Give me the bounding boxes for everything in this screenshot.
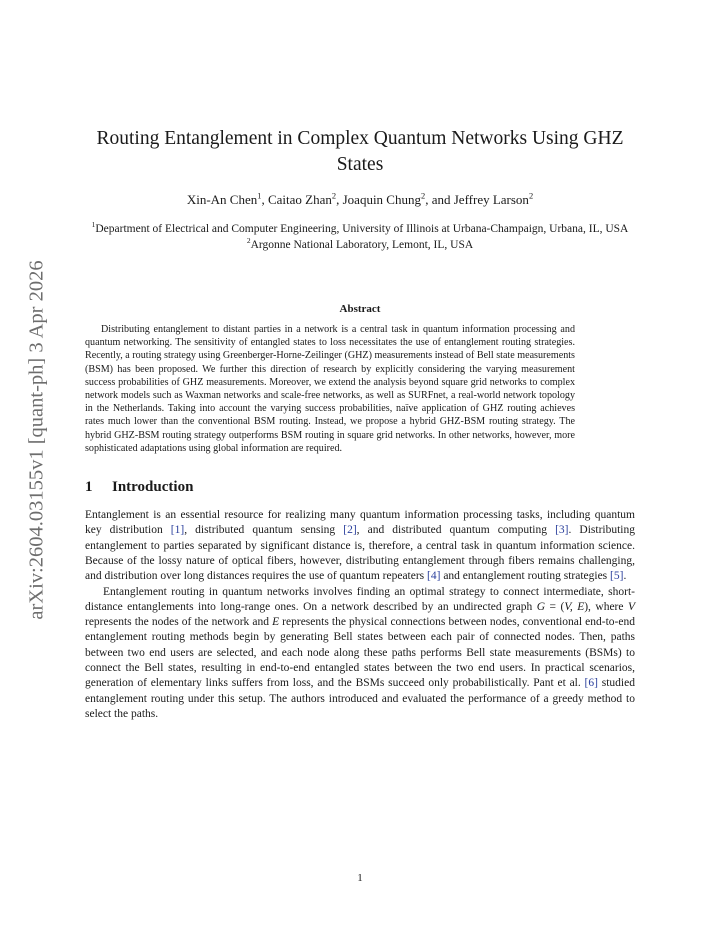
citation-link[interactable]: [2] (343, 524, 357, 537)
affiliation-text: Argonne National Laboratory, Lemont, IL, USA (250, 238, 474, 251)
citation-link[interactable]: [1] (170, 524, 185, 537)
paragraph-text: . (623, 570, 627, 583)
paragraph-text: = ( (545, 600, 565, 613)
author-affiliation-mark: 1 (257, 190, 262, 201)
citation-link[interactable]: [4] (427, 570, 441, 583)
paragraph-text: , and distributed quantum computing (356, 524, 556, 537)
intro-paragraph-1 (85, 508, 635, 584)
arxiv-identifier: arXiv:2604.03155v1 [quant-ph] 3 Apr 2026 (25, 260, 48, 620)
paragraph-text: studied entanglement routing under this setup. The authors introduced and evaluated the performance of a greedy method to select the paths. (85, 677, 635, 720)
author-name: Caitao Zhan (267, 192, 332, 207)
author-affiliation-mark: 2 (331, 190, 337, 201)
paper-title: Routing Entanglement in Complex Quantum Networks Using GHZ States (96, 128, 624, 175)
citation-link[interactable]: [5] (610, 570, 624, 583)
paper-page (85, 126, 635, 722)
affiliation-1 (85, 222, 635, 238)
paragraph-text: , distributed quantum sensing (184, 524, 344, 537)
section-heading (85, 479, 635, 496)
author-separator: , (261, 192, 268, 207)
affiliation-mark: 1 (91, 220, 96, 230)
author-name: Jeffrey Larson (453, 192, 529, 207)
affiliation-text: Department of Electrical and Computer Engineering, University of Illinois at Urbana-Champaign, Urbana, IL, USA (95, 223, 629, 235)
math-symbol: E (272, 616, 280, 629)
paragraph-text: . Distributing entanglement to parties separated by significant distance is, therefore, a central task in quantum information science. Because of the lossy nature of optical fibers, however, distributing entanglement through fibers remains challenging, and distribution over long distances requires the use of quantum repeaters (85, 524, 636, 583)
citation-link[interactable]: [3] (555, 524, 569, 537)
affiliation-list (85, 222, 635, 253)
author-separator: , (336, 192, 343, 207)
author-name: Xin-An Chen (186, 192, 258, 207)
author-affiliation-mark: 2 (528, 190, 534, 201)
section-title: Introduction (112, 479, 194, 496)
paragraph-text: and entanglement routing strategies (440, 570, 611, 583)
paragraph-text: ), where (584, 600, 628, 613)
paragraph-text: Entanglement routing in quantum networks involves finding an optimal strategy to connect intermediate, short-distance entanglements into long-range ones. On a network described by an undirected graph (85, 585, 635, 613)
author-affiliation-mark: 2 (420, 190, 426, 201)
paragraph-text: represents the physical connections between nodes, conventional end-to-end entanglement routing methods begin by generating Bell states between each pair of connected nodes. Then, paths between two end users are selected, and each node along these paths performs Bell state measurements (BSMs) to connect the Bell states, resulting in end-to-end entangled states between the two end users. In practical scenarios, generation of elementary links suffers from loss, and the BSMs succeed only probabilistically. Pant et al. (85, 616, 635, 690)
author-separator: , and (425, 192, 454, 207)
math-symbol: G (536, 600, 546, 613)
abstract-heading: Abstract (339, 303, 381, 315)
page-number: 1 (357, 872, 363, 884)
intro-paragraph-2 (85, 585, 635, 723)
abstract-text: Distributing entanglement to distant parties in a network is a central task in quantum information processing and quantum networking. The sensitivity of entangled states to loss necessitates the use of entanglement routing strategies. Recently, a routing strategy using Greenberger-Horne-Zeilinger (GHZ) measurements instead of Bell state measurements (BSM) has been proposed. We further this direction of research by explicitly considering the varying measurement success probabilities of GHZ measurements. Moreover, we extend the analysis beyond square grid networks to complex network models such as Waxman networks and scale-free networks, as well as SURFnet, a real-world network topology in the Netherlands. Taking into account the varying success probabilities, naïve application of GHZ routing achieves rates much lower than the conventional BSM routing. Instead, we propose a hybrid GHZ-BSM routing strategy. The hybrid GHZ-BSM routing strategy outperforms BSM routing in square grid networks. In other networks, however, more sophisticated adaptations using global information are required. (85, 324, 575, 454)
author-name: Joaquin Chung (342, 192, 421, 207)
affiliation-2 (85, 235, 635, 254)
math-symbol: V, E (564, 600, 585, 613)
author-list (85, 192, 635, 208)
paragraph-text: represents the nodes of the network and (85, 616, 273, 629)
math-symbol: V (627, 600, 635, 613)
section-number: 1 (85, 479, 93, 496)
citation-link[interactable]: [6] (584, 677, 598, 690)
arxiv-sidebar-stamp (22, 180, 52, 700)
paragraph-text: Entanglement is an essential resource for realizing many quantum information processing tasks, including quantum key distribution (85, 509, 635, 537)
affiliation-mark: 2 (246, 235, 251, 245)
